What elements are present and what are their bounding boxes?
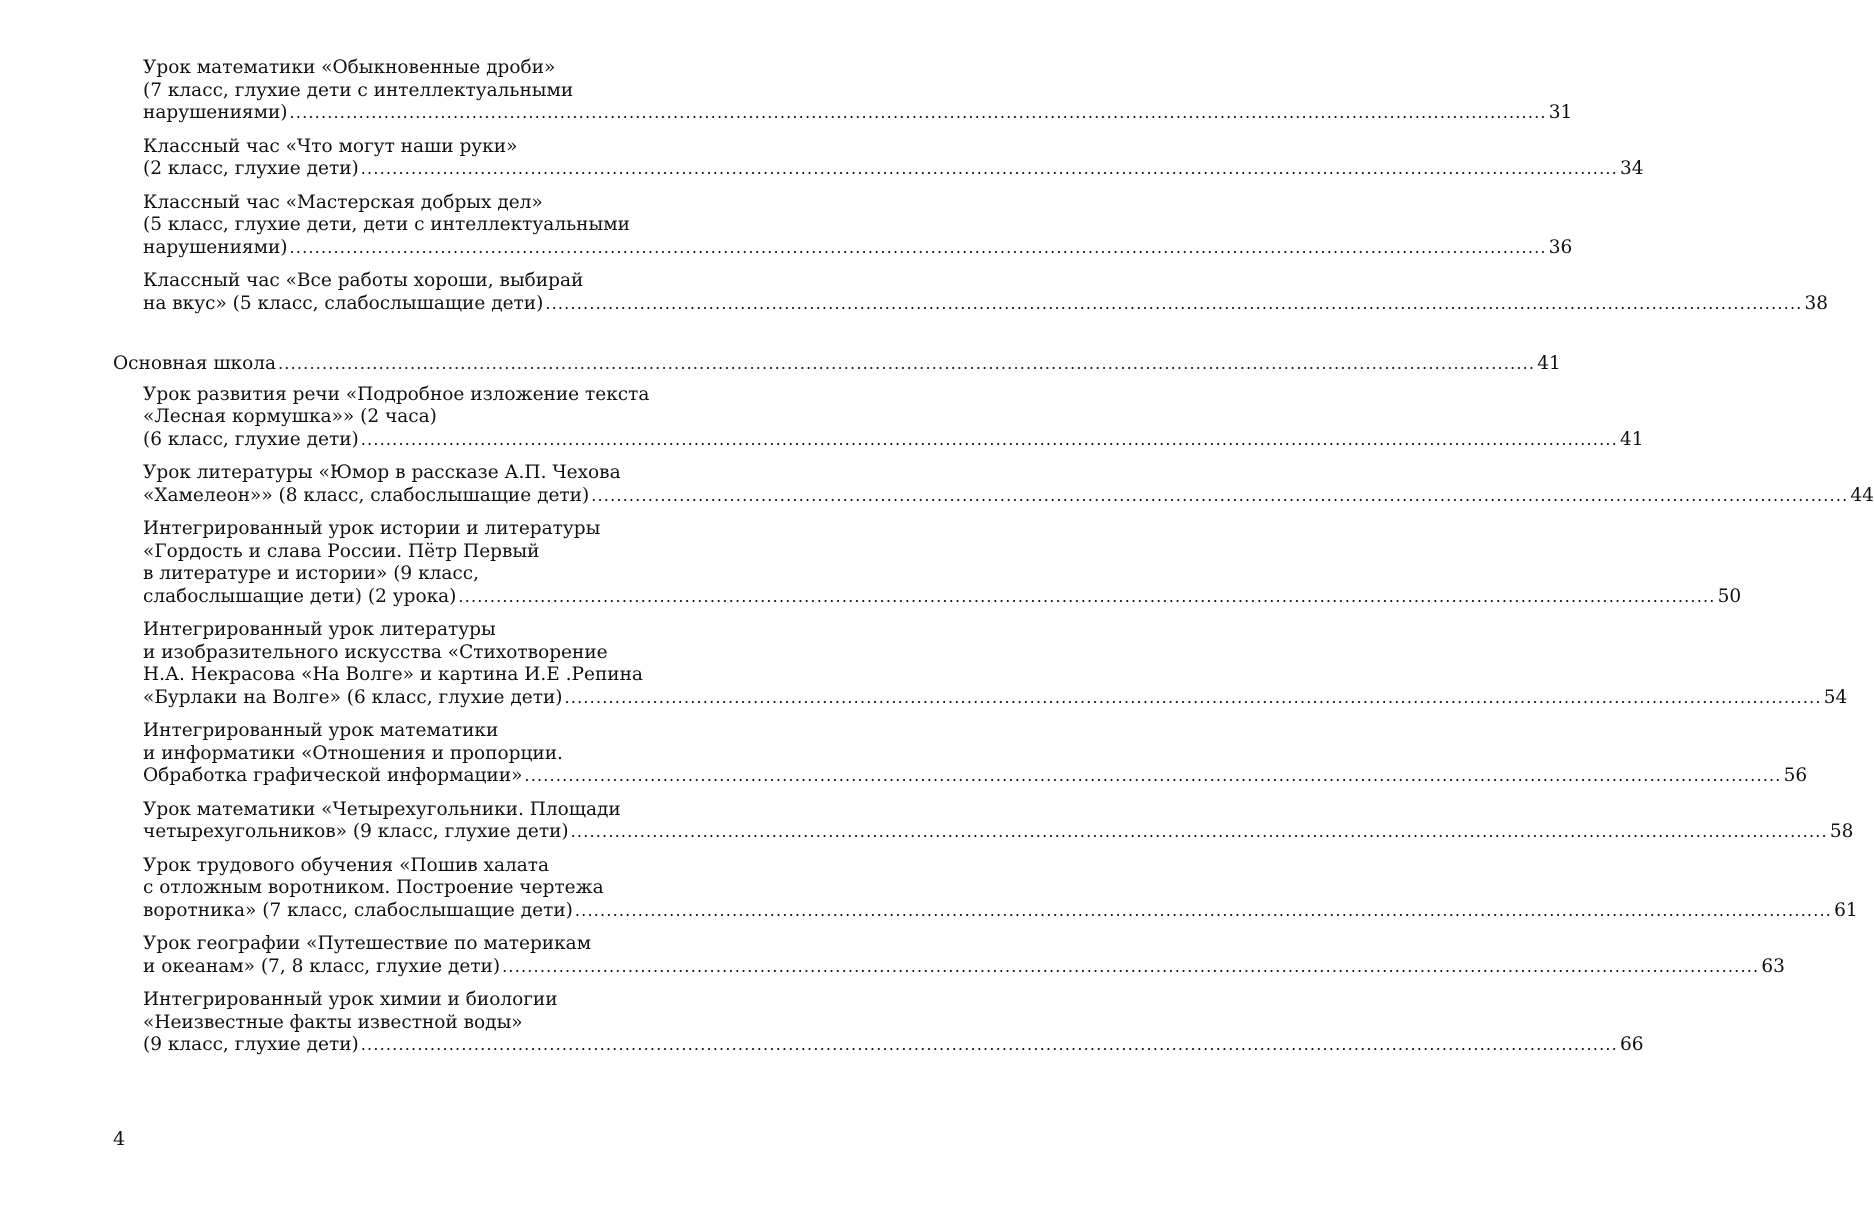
toc-entry-leader-line (143, 955, 1785, 979)
toc-entry-title-line: Урок географии «Путешествие по материкам (143, 933, 592, 954)
table-of-contents (113, 57, 1874, 1068)
toc-entry-leader-line (143, 1034, 1644, 1057)
toc-entry-title-line: и изобразительного искусства «Стихотворение (143, 641, 608, 663)
toc-page-number: 56 (1783, 765, 1808, 786)
toc-entry (113, 270, 1829, 315)
toc-page-number: 54 (1823, 686, 1848, 708)
toc-entry-title-last-line: (9 класс, глухие дети) (143, 1034, 359, 1055)
toc-entry (113, 135, 1644, 181)
toc-entry-leader-line (143, 821, 1854, 844)
dot-leader: ........................................................................................................................................................................................................ (289, 103, 1547, 122)
page-number: 4 (113, 1128, 126, 1150)
toc-page-number: 36 (1548, 236, 1573, 258)
dot-leader: ........................................................................................................................................................................................................ (458, 586, 1716, 606)
toc-entry (113, 518, 1742, 608)
toc-page-number: 34 (1619, 158, 1644, 179)
toc-entry-title-line: Урок трудового обучения «Пошив халата (143, 854, 550, 876)
toc-entry-title-line: и информатики «Отношения и пропорции. (143, 742, 563, 764)
dot-leader: ........................................................................................................................................................................................................ (360, 159, 1618, 178)
toc-page-number: 63 (1761, 955, 1785, 977)
toc-entry-title-last-line: нарушениями) (143, 102, 288, 123)
toc-page-number: 61 (1834, 899, 1858, 921)
toc-entry (113, 383, 1644, 452)
toc-entry-title-line: Урок математики «Четырехугольники. Площади (143, 798, 621, 820)
toc-entry-title-last-line: Обработка графической информации» (143, 765, 523, 786)
toc-page-number: 38 (1804, 292, 1829, 314)
dot-leader: ........................................................................................................................................................................................................ (502, 956, 1760, 976)
toc-entry-leader-line (113, 353, 1561, 376)
dot-leader: ........................................................................................................................................................................................................ (360, 429, 1618, 449)
toc-page-number: 41 (1619, 428, 1644, 450)
toc-entry-leader-line (143, 899, 1858, 923)
toc-entry-title-line: Интегрированный урок химии и биологии (143, 989, 558, 1010)
toc-entry-title-line: с отложным воротником. Построение чертежа (143, 877, 604, 898)
toc-entry-title-line: Урок литературы «Юмор в рассказе А.П. Чехова (143, 462, 621, 483)
toc-entry-title-line: (5 класс, глухие дети, дети с интеллектуальными (143, 214, 630, 235)
toc-entry-leader-line (143, 765, 1808, 788)
toc-section (113, 353, 1561, 376)
toc-entry-title-line: Урок развития речи «Подробное изложение текста (143, 383, 650, 405)
toc-entry-title-line: Н.А. Некрасова «На Волге» и картина И.Е .Репина (143, 664, 643, 685)
toc-page-number: 31 (1548, 102, 1573, 123)
toc-entry-title-last-line: четырехугольников» (9 класс, глухие дети) (143, 821, 569, 842)
toc-page-number: 41 (1537, 353, 1561, 374)
toc-entry (113, 619, 1848, 709)
toc-entry-leader-line (143, 686, 1848, 710)
dot-leader: ........................................................................................................................................................................................................ (545, 293, 1803, 313)
toc-entry-title-line: Интегрированный урок истории и литературы (143, 518, 601, 539)
toc-entry (113, 191, 1573, 260)
toc-page-number: 50 (1717, 585, 1742, 607)
toc-entry-title-last-line: (6 класс, глухие дети) (143, 428, 359, 450)
toc-entry-title-last-line: на вкус» (5 класс, слабослышащие дети) (143, 292, 544, 314)
toc-entry (113, 57, 1573, 125)
toc-entry-title-last-line: слабослышащие дети) (2 урока) (143, 585, 457, 607)
toc-entry-title-last-line: и океанам» (7, 8 класс, глухие дети) (143, 955, 501, 977)
dot-leader: ........................................................................................................................................................................................................ (591, 485, 1849, 505)
toc-entry (113, 462, 1874, 507)
toc-entry-title-line: Интегрированный урок литературы (143, 619, 496, 640)
toc-entry-leader-line (143, 292, 1829, 316)
toc-entry-title-line: Классный час «Все работы хороши, выбирай (143, 270, 584, 291)
toc-entry-leader-line (143, 102, 1573, 125)
dot-leader: ........................................................................................................................................................................................................ (574, 900, 1833, 920)
toc-entry-leader-line (143, 158, 1644, 181)
toc-entry-title-last-line: «Хамелеон»» (8 класс, слабослышащие дети) (143, 484, 590, 506)
toc-entry-leader-line (143, 585, 1742, 609)
toc-entry-title-line: Урок математики «Обыкновенные дроби» (143, 57, 556, 78)
toc-entry-title-line: «Лесная кормушка»» (2 часа) (143, 406, 437, 427)
toc-page-number: 44 (1850, 484, 1874, 506)
toc-page-number: 66 (1619, 1034, 1644, 1055)
toc-entry-title-line: в литературе и истории» (9 класс, (143, 563, 480, 584)
toc-page-number: 58 (1829, 821, 1854, 842)
toc-entry-title-last-line: Основная школа (113, 353, 277, 374)
toc-entry (113, 798, 1854, 844)
dot-leader: ........................................................................................................................................................................................................ (289, 237, 1547, 257)
toc-entry-title-line: Классный час «Что могут наши руки» (143, 135, 518, 157)
toc-entry-title-last-line: воротника» (7 класс, слабослышащие дети) (143, 899, 573, 921)
toc-entry-title-line: Классный час «Мастерская добрых дел» (143, 191, 543, 213)
toc-entry-title-line: «Гордость и слава России. Пётр Первый (143, 540, 540, 562)
toc-entry-title-line: (7 класс, глухие дети с интеллектуальными (143, 79, 574, 101)
toc-entry-leader-line (143, 236, 1573, 260)
toc-entry (113, 989, 1644, 1057)
dot-leader: ........................................................................................................................................................................................................ (278, 354, 1536, 373)
dot-leader: ........................................................................................................................................................................................................ (524, 766, 1782, 785)
toc-entry (113, 933, 1785, 978)
dot-leader: ........................................................................................................................................................................................................ (570, 822, 1828, 841)
dot-leader: ........................................................................................................................................................................................................ (360, 1035, 1618, 1054)
toc-entry-title-line: Интегрированный урок математики (143, 720, 499, 741)
toc-entry (113, 720, 1808, 788)
toc-entry-title-last-line: нарушениями) (143, 236, 288, 258)
dot-leader: ........................................................................................................................................................................................................ (564, 687, 1822, 707)
toc-entry-title-line: «Неизвестные факты известной воды» (143, 1011, 523, 1033)
toc-entry-leader-line (143, 484, 1874, 508)
toc-entry-leader-line (143, 428, 1644, 452)
toc-entry-title-last-line: (2 класс, глухие дети) (143, 158, 359, 179)
toc-entry (113, 854, 1858, 923)
toc-entry-title-last-line: «Бурлаки на Волге» (6 класс, глухие дети) (143, 686, 563, 708)
